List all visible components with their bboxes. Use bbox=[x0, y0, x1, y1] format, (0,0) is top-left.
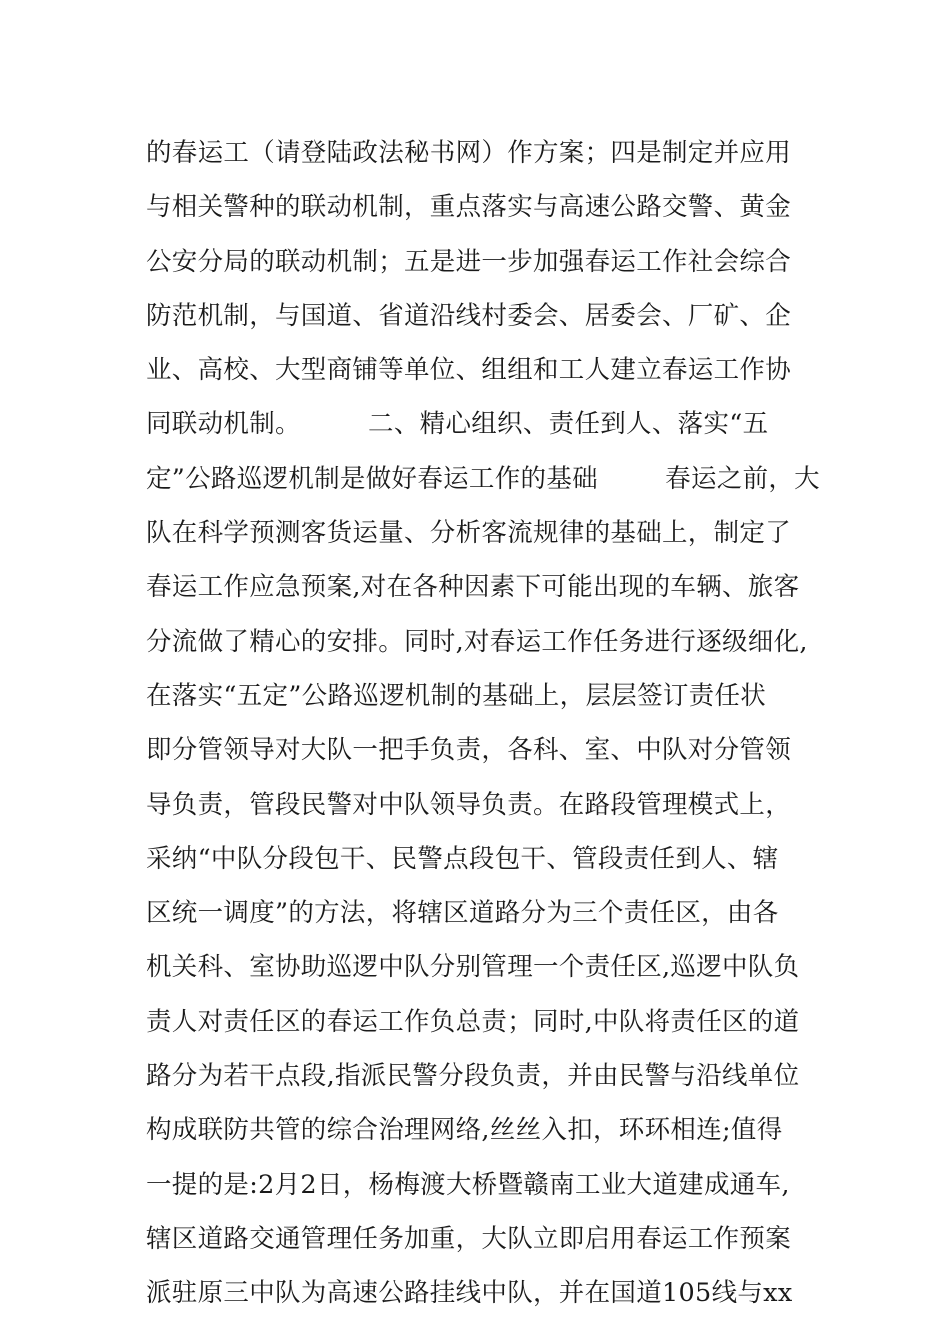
text-line-20: 一提的是:2月2日，杨梅渡大桥暨赣南工业大道建成通车, bbox=[146, 1169, 790, 1200]
text-line-18: 路分为若干点段,指派民警分段负责，并由民警与沿线单位 bbox=[146, 1061, 800, 1092]
text-line-9: 春运工作应急预案,对在各种因素下可能出现的车辆、旅客 bbox=[146, 572, 800, 603]
text-line-17: 责人对责任区的春运工作负总责；同时,中队将责任区的道 bbox=[146, 1006, 800, 1037]
text-line-14: 采纳“中队分段包干、民警点段包干、管段责任到人、辖 bbox=[146, 843, 779, 874]
text-line-11: 在落实“五定”公路巡逻机制的基础上，层层签订责任状 bbox=[146, 680, 767, 711]
text-line-8: 队在科学预测客货运量、分析客流规律的基础上，制定了 bbox=[146, 518, 792, 549]
text-line-22: 派驻原三中队为高速公路挂线中队，并在国道105线与xx bbox=[146, 1278, 793, 1309]
text-line-16: 机关科、室协助巡逻中队分别管理一个责任区,巡逻中队负 bbox=[146, 952, 800, 983]
text-line-19: 构成联防共管的综合治理网络,丝丝入扣，环环相连;值得 bbox=[146, 1115, 783, 1146]
text-line-6: 同联动机制。 二、精心组织、责任到人、落实“五 bbox=[146, 409, 769, 440]
text-line-2: 与相关警种的联动机制，重点落实与高速公路交警、黄金 bbox=[146, 192, 792, 223]
text-line-12: 即分管领导对大队一把手负责，各科、室、中队对分管领 bbox=[146, 735, 792, 766]
text-line-21: 辖区道路交通管理任务加重，大队立即启用春运工作预案 bbox=[146, 1223, 792, 1254]
text-line-15: 区统一调度”的方法，将辖区道路分为三个责任区，由各 bbox=[146, 898, 779, 929]
text-line-4: 防范机制，与国道、省道沿线村委会、居委会、厂矿、企 bbox=[146, 300, 792, 331]
text-line-10: 分流做了精心的安排。同时,对春运工作任务进行逐级细化, bbox=[146, 626, 808, 657]
text-line-1: 的春运工（请登陆政法秘书网）作方案；四是制定并应用 bbox=[146, 138, 792, 168]
text-line-3: 公安分局的联动机制；五是进一步加强春运工作社会综合 bbox=[146, 246, 792, 277]
body-text bbox=[146, 126, 820, 1321]
text-line-7: 定”公路巡逻机制是做好春运工作的基础 春运之前，大 bbox=[146, 463, 820, 494]
text-line-13: 导负责，管段民警对中队领导负责。在路段管理模式上， bbox=[146, 789, 792, 820]
text-line-5: 业、高校、大型商铺等单位、组组和工人建立春运工作协 bbox=[146, 355, 792, 386]
